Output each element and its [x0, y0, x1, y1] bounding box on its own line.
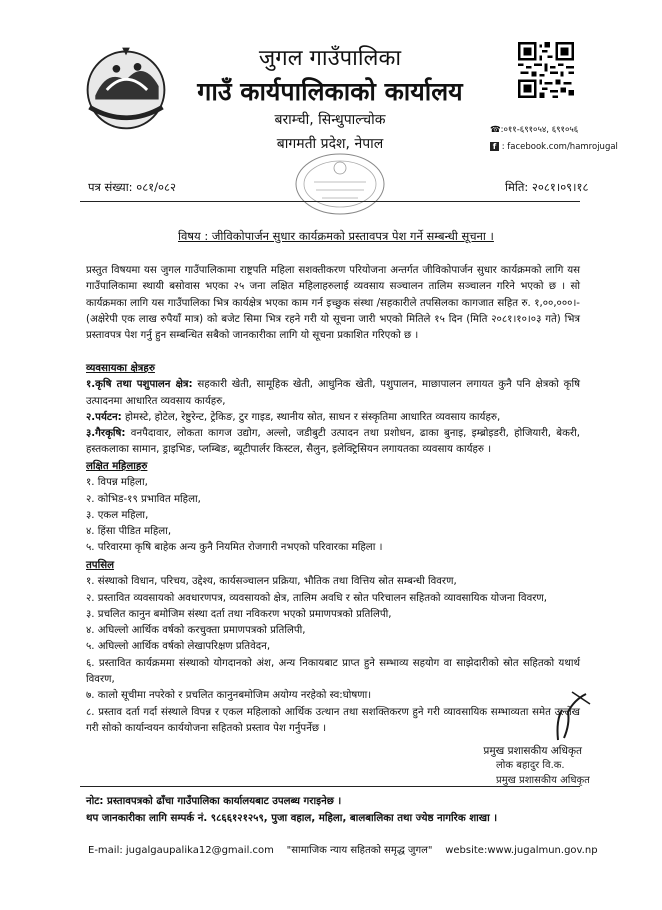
target-section	[86, 459, 580, 557]
footer-slogan: "सामाजिक न्याय सहितको समृद्ध जुगल"	[286, 845, 433, 856]
stamp-name: लोक बहादुर वि.क.	[496, 760, 565, 771]
signatory-title: प्रमुख प्रशासकीय अधिकृत	[483, 745, 582, 757]
qr-code-icon	[518, 42, 574, 98]
target-item: ३. एकल महिला,	[86, 509, 149, 521]
target-item: १. विपन्न महिला,	[86, 477, 148, 489]
business-item-text: वनपैदावार, लोकता कागज उद्योग, अल्लो, जडीबुटी उत्पादन तथा प्रशोधन, ढाका बुनाइ, इम्ब्रोइडरी, होजियारी, बेकरी, हस्तकलाका सामान, ड्राइभिङ, प्लम्बिङ, ब्यूटीपार्लर किस्टल, सैलुन, इलेक्ट्रिसियन लगायतका व्यवसाय कार्यहरु ।	[86, 428, 580, 456]
details-item: ८. प्रस्ताव दर्ता गर्दा संस्थाले विपन्न र एकल महिलाको आर्थिक उत्थान तथा सशक्तिकरण हुने गरी व्यावसायिक सम्भाव्यता समेत उल्लेख गरी सोको कार्यान्वयन कार्ययोजना सहितको प्रस्ताव पेश गर्नुपर्नेछ ।	[86, 706, 580, 734]
nepal-emblem-icon	[78, 40, 174, 136]
business-item	[86, 426, 580, 459]
signatory-stamp	[496, 758, 590, 788]
note-line1: नोट: प्रस्तावपत्रको ढाँचा गाउँपालिका कार्यालयबाट उपलब्ध गराइनेछ ।	[86, 796, 342, 807]
business-item-label: ३.गैरकृषि:	[86, 428, 126, 440]
facebook-url: : facebook.com/hamrojugal	[501, 142, 618, 152]
details-item: ६. प्रस्तावित कार्यक्रममा संस्थाको योगदानको अंश, अन्य निकायबाट प्राप्त हुने सम्भाव्य सहयोग वा साझेदारीको स्रोत सहितको यथार्थ विवरण,	[86, 657, 580, 686]
footer	[88, 842, 598, 856]
stamp-title: प्रमुख प्रशासकीय अधिकृत	[496, 775, 590, 786]
address-line2: बागमती प्रदेश, नेपाल	[276, 136, 384, 152]
facebook-link[interactable]	[490, 142, 618, 152]
details-section	[86, 558, 580, 737]
notes-block	[86, 793, 497, 827]
note-line2: थप जानकारीका लागि सम्पर्क नं. ९८६६१२१२५९, पुजा वहाल, महिला, बालबालिका तथा ज्येष्ठ नागरिक शाखा ।	[86, 813, 498, 824]
notes-divider	[80, 786, 580, 787]
footer-website[interactable]: website:www.jugalmun.gov.np	[445, 845, 598, 856]
target-item: २. कोभिड-१९ प्रभावित महिला,	[86, 493, 201, 505]
details-item: ७. कालो सूचीमा नपरेको र प्रचलित कानुनबमोजिम अयोग्य नरहेको स्व:घोषणा।	[86, 690, 372, 702]
target-item: ५. परिवारमा कृषि बाहेक अन्य कुनै नियमित रोजगारी नभएको परिवारका महिला ।	[86, 542, 383, 554]
business-item	[86, 377, 580, 410]
details-item: ३. प्रचलित कानुन बमोजिम संस्था दर्ता तथा नविकरण भएको प्रमाणपत्रको प्रतिलिपी,	[86, 608, 392, 620]
reference-number: पत्र संख्या: ०८१/०८२	[88, 180, 176, 194]
business-item-text: होमस्टे, होटेल, रेष्टुरेन्ट, ट्रेकिङ, टुर गाइड, स्थानीय स्रोत, साधन र संस्कृतिमा आधारित व्यवसाय कार्यहरु,	[121, 411, 501, 423]
phone-number: ☎:०११-६९१०५४, ६९१०५६	[490, 125, 579, 135]
header-divider	[80, 201, 580, 202]
details-heading: तपसिल	[86, 560, 115, 571]
facebook-icon: f	[490, 142, 499, 151]
municipality-name: जुगल गाउँपालिका	[258, 46, 402, 71]
subject-line: विषय : जीविकोपार्जन सुधार कार्यक्रमको प्रस्तावपत्र पेश गर्ने सम्बन्धी सूचना ।	[178, 229, 494, 243]
footer-email[interactable]: E-mail: jugalgaupalika12@gmail.com	[88, 845, 274, 856]
target-heading: लक्षित महिलाहरु	[86, 461, 148, 472]
details-item: ४. अघिल्लो आर्थिक वर्षको करचुक्ता प्रमाणपत्रको प्रतिलिपी,	[86, 625, 306, 637]
office-seal-icon	[290, 150, 390, 220]
details-item: ५. अघिल्लो आर्थिक वर्षको लेखापरिक्षण प्रतिवेदन,	[86, 641, 271, 653]
address-line1: बराम्ची, सिन्धुपाल्चोक	[274, 112, 386, 128]
office-name: गाउँ कार्यपालिकाको कार्यालय	[197, 77, 463, 106]
intro-text: प्रस्तुत विषयमा यस जुगल गाउँपालिकामा राष्ट्रपति महिला सशक्तीकरण परियोजना अन्तर्गत जीविकोपार्जन सुधार कार्यक्रमको लागि यस गाउँपालिकामा स्थायी बसोवास भएका २५ जना लक्षित महिलाहरुलाई व्यवसाय सञ्चालन तालिम सञ्चालन गरिने भएको छ । सो कार्यक्रमका लागि यस गाउँपालिका भित्र कार्यक्षेत्र भएका काम गर्न इच्छुक संस्था /सहकारीले तपसिलका कागजात सहित रु. १,००,०००।-(अक्षेरेपी एक लाख रुपैयाँ मात्र) को बजेट सिमा भित्र रहने गरी यो सूचना जारी भएको मितिले १५ दिन (मिति २०८१।१०।०३ गते) भित्र प्रस्तावपत्र पेश गर्नु हुन सम्बन्धित सबैको जानकारीका लागि यो सूचना प्रकाशित गरिएको छ ।	[86, 265, 580, 342]
business-item-label: २.पर्यटन:	[86, 411, 122, 423]
business-item	[86, 410, 580, 426]
business-item-label: १.कृषि तथा पशुपालन क्षेत्र:	[86, 379, 193, 391]
details-item: २. प्रस्तावित व्यवसायको अवधारणपत्र, व्यवसायको क्षेत्र, तालिम अवधि र स्रोत परिचालन सहितको व्यावसायिक योजना विवरण,	[86, 592, 548, 604]
letter-date: मिति: २०८१।०९।१८	[505, 180, 589, 194]
target-item: ४. हिंसा पीडित महिला,	[86, 526, 172, 538]
business-section	[86, 361, 580, 459]
business-heading: व्यवसायका क्षेत्रहरु	[86, 363, 155, 374]
business-item-text: सहकारी खेती, सामूहिक खेती, आधुनिक खेती, पशुपालन, माछापालन लगायत कुनै पनि क्षेत्रको कृषि उत्पादनमा आधारित व्यवसाय कार्यहरु,	[86, 379, 580, 407]
signature-icon	[528, 680, 598, 750]
details-item: १. संस्थाको विधान, परिचय, उद्देश्य, कार्यसञ्चालन प्रक्रिया, भौतिक तथा वित्तिय स्रोत सम्बन्धी विवरण,	[86, 576, 457, 588]
intro-paragraph	[86, 263, 580, 344]
